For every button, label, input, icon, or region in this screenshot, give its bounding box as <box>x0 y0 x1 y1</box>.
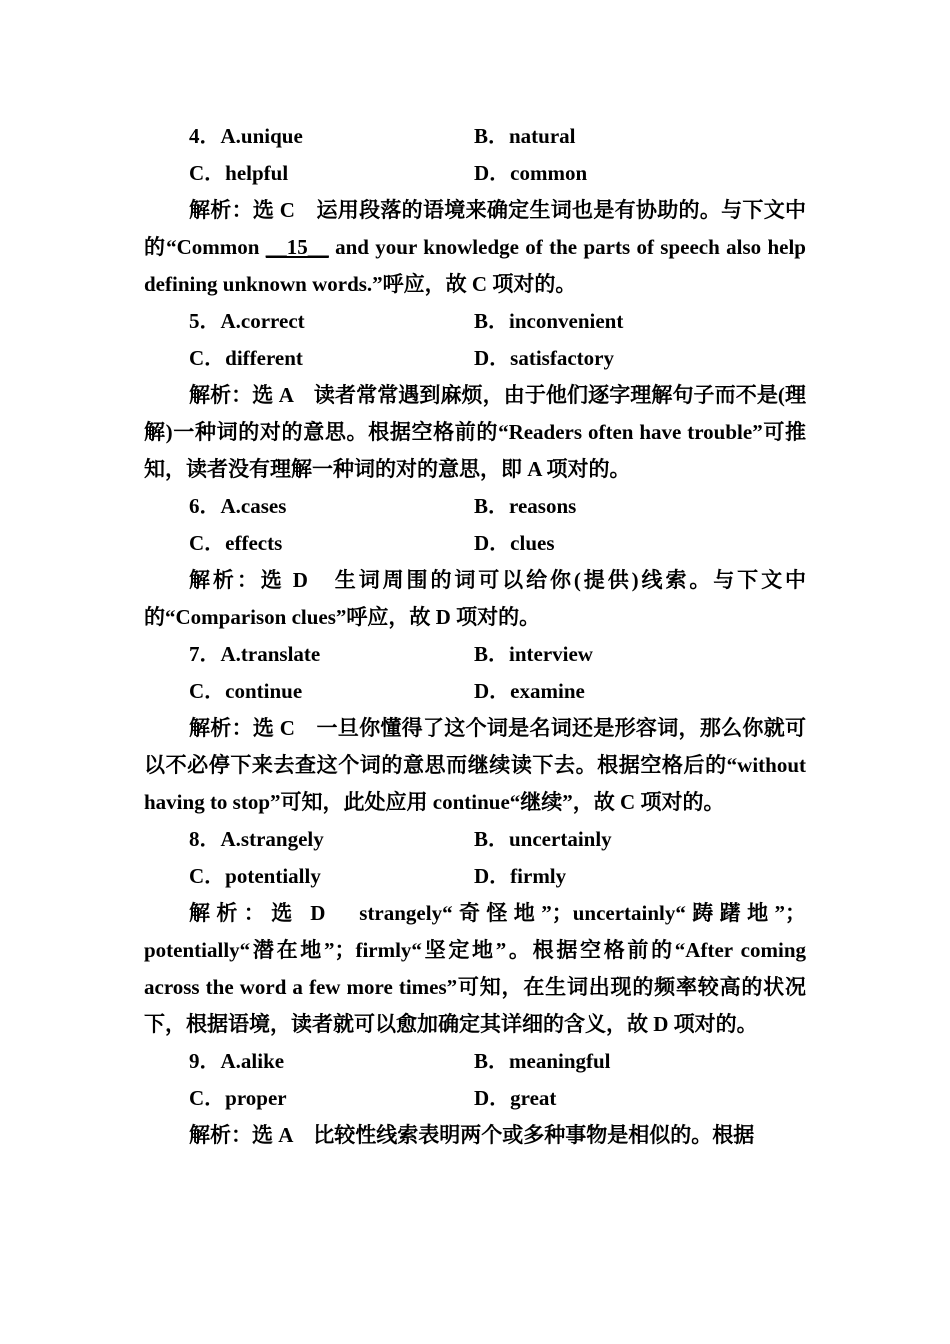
options-row-ab <box>144 1043 806 1080</box>
explanation-text: strangely“奇怪地”；uncertainly“踌躇地”；potentially“潜在地”；firmly“坚定地”。根据空格前的“After coming across the word a few more times”可知，在生词出现的频率较高的状况下，根据语境，读者就可以愈加确定其详细的含义，故 D 项对的。 <box>144 901 806 1036</box>
explanation-text: 运用段落的语境来确定生词也是有协助的。与下文中的“Common <box>144 198 807 259</box>
options-row-ab <box>144 303 806 340</box>
option-a: 8．A.strangely <box>189 827 324 851</box>
option-d: D．common <box>474 161 588 185</box>
explanation-text-continued: and your knowledge of the parts of speech also help defining unknown words.”呼应，故 C 项对的。 <box>144 235 806 296</box>
option-c: C．different <box>189 346 303 370</box>
explanation-paragraph <box>144 1117 806 1154</box>
option-b: B．uncertainly <box>474 827 612 851</box>
options-row-cd <box>144 673 806 710</box>
explanation-label: 解析： <box>189 716 253 740</box>
explanation-label: 解析： <box>189 901 272 925</box>
explanation-label: 解析： <box>189 383 253 407</box>
explanation-answer: 选 A <box>252 383 293 407</box>
explanation-text: 读者常常遇到麻烦，由于他们逐字理解句子而不是(理解)一种词的对的意思。根据空格前的“Readers often have trouble”可推知，读者没有理解一种词的对的意思，即 A 项对的。 <box>144 383 807 481</box>
document-page <box>144 118 806 1154</box>
explanation-paragraph <box>144 562 806 636</box>
options-row-ab <box>144 488 806 525</box>
explanation-text: 一旦你懂得了这个词是名词还是形容词，那么你就可以不必停下来去查这个词的意思而继续读下去。根据空格后的“without having to stop”可知，此处应用 continue“继续”，故 C 项对的。 <box>144 716 807 814</box>
option-c: C．helpful <box>189 161 289 185</box>
blank-reference: __15__ <box>265 235 329 259</box>
option-a: 9．A.alike <box>189 1049 285 1073</box>
option-d: D．examine <box>474 679 585 703</box>
explanation-paragraph <box>144 710 806 821</box>
explanation-text: 比较性线索表明两个或多种事物是相似的。根据 <box>292 1123 755 1147</box>
options-row-cd <box>144 155 806 192</box>
option-a: 4．A.unique <box>189 124 303 148</box>
options-row-cd <box>144 1080 806 1117</box>
explanation-label: 解析： <box>189 568 261 592</box>
explanation-answer: 选 C <box>252 716 295 740</box>
options-row-ab <box>144 821 806 858</box>
option-c: C．potentially <box>189 864 321 888</box>
option-b: B．meaningful <box>474 1049 611 1073</box>
explanation-paragraph <box>144 895 806 1043</box>
option-c: C．effects <box>189 531 283 555</box>
explanation-answer: 选 C <box>252 198 295 222</box>
explanation-answer: 选 A <box>252 1123 293 1147</box>
explanation-text: 生词周围的词可以给你(提供)线索。与下文中的“Comparison clues”呼应，故 D 项对的。 <box>144 568 806 629</box>
option-b: B．natural <box>474 124 576 148</box>
explanation-paragraph <box>144 377 806 488</box>
explanation-label: 解析： <box>189 1123 252 1147</box>
option-a: 7．A.translate <box>189 642 321 666</box>
explanation-paragraph <box>144 192 806 303</box>
options-row-cd <box>144 525 806 562</box>
options-row-ab <box>144 118 806 155</box>
option-d: D．clues <box>474 531 555 555</box>
options-row-cd <box>144 858 806 895</box>
explanation-answer: 选 D <box>260 568 308 592</box>
option-c: C．continue <box>189 679 303 703</box>
option-d: D．firmly <box>474 864 567 888</box>
options-row-ab <box>144 636 806 673</box>
option-c: C．proper <box>189 1086 287 1110</box>
option-d: D．great <box>474 1086 557 1110</box>
option-b: B．interview <box>474 642 593 666</box>
option-d: D．satisfactory <box>474 346 614 370</box>
explanation-answer: 选 D <box>271 901 326 925</box>
option-a: 6．A.cases <box>189 494 287 518</box>
explanation-label: 解析： <box>189 198 253 222</box>
option-b: B．inconvenient <box>474 309 624 333</box>
options-row-cd <box>144 340 806 377</box>
option-b: B．reasons <box>474 494 577 518</box>
option-a: 5．A.correct <box>189 309 305 333</box>
